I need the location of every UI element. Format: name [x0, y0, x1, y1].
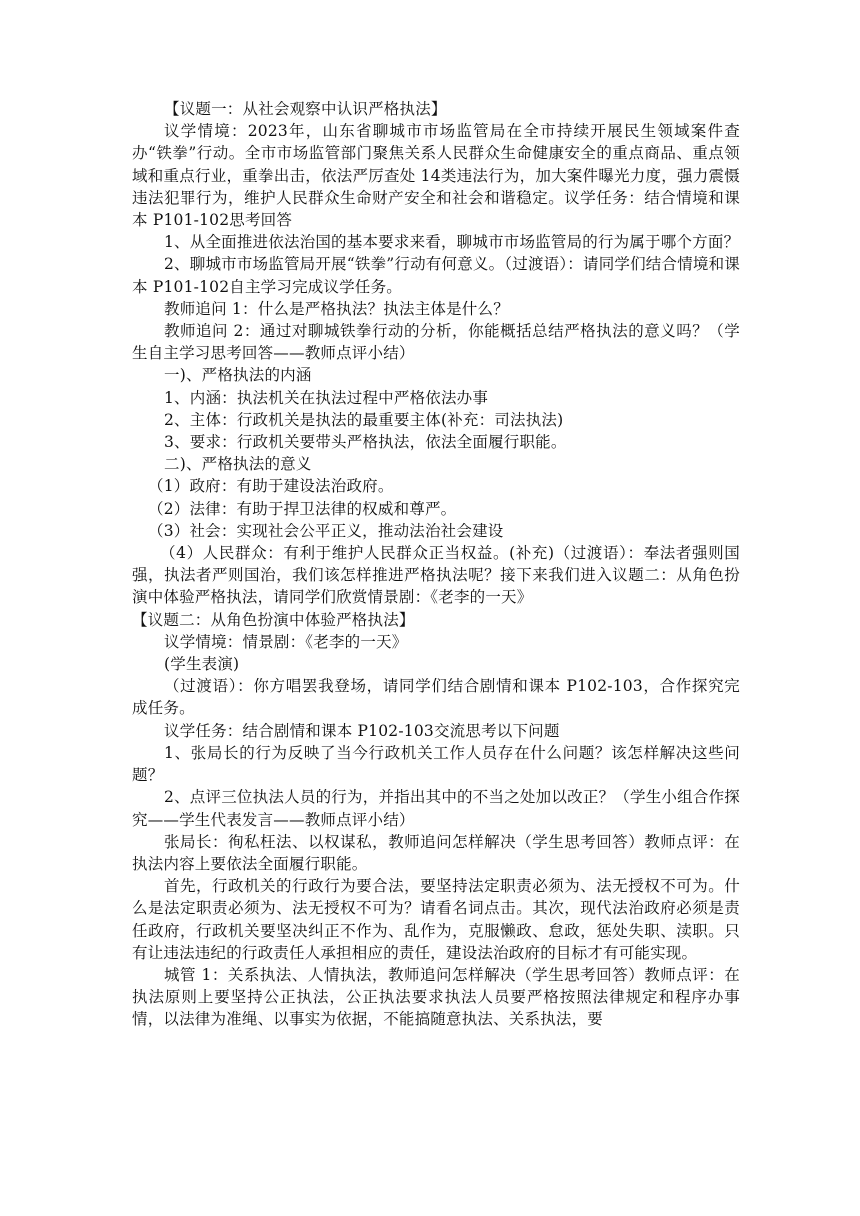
- topic-two-question-1: 1、张局长的行为反映了当今行政机关工作人员存在什么问题？该怎样解决这些问题？: [132, 743, 740, 785]
- task-question-2: 2、聊城市市场监管局开展“铁拳”行动有何意义。（过渡语）：请同学们结合情境和课本 P101-102自主学习完成议学任务。: [132, 255, 741, 296]
- topic-two-heading: 【议题二：从角色扮演中体验严格执法】: [132, 610, 415, 629]
- significance-item-3: （3）社会：实现社会公平正义，推动法治社会建设: [148, 521, 504, 540]
- connotation-item-1: 1、内涵：执法机关在执法过程中严格依法办事: [164, 388, 489, 407]
- topic-two-task: 议学任务：结合剧情和课本 P102-103交流思考以下问题: [164, 721, 560, 740]
- topic-two-question-2: 2、点评三位执法人员的行为，并指出其中的不当之处加以改正？（学生小组合作探究——学生代表发言——教师点评小结）: [132, 788, 740, 829]
- topic-one-heading: 【议题一：从社会观察中认识严格执法】: [164, 100, 447, 118]
- teacher-followup-1: 教师追问 1：什么是严格执法？执法主体是什么？: [164, 299, 509, 318]
- legal-government-paragraph: 首先，行政机关的行政行为要合法，要坚持法定职责必须为、法无授权不可为。什么是法定职责必须为、法无授权不可为？请看名词点击。其次，现代法治政府必须是责任政府，行政机关要坚决纠正不作为、乱作为，克服懒政、怠政，惩处失职、渎职。只有让违法违纪的行政责任人承担相应的责任，建设法治政府的目标才有可能实现。: [132, 877, 740, 962]
- section-heading-significance: 二)、严格执法的意义: [164, 455, 312, 474]
- task-question-1: 1、从全面推进依法治国的基本要求来看，聊城市市场监管局的行为属于哪个方面？: [164, 233, 740, 252]
- teacher-followup-2: 教师追问 2：通过对聊城铁拳行动的分析，你能概括总结严格执法的意义吗？（学生自主学习思考回答——教师点评小结）: [132, 322, 740, 363]
- connotation-item-2: 2、主体：行政机关是执法的最重要主体(补充：司法执法): [164, 410, 564, 429]
- topic-two-situation: 议学情境：情景剧：《老李的一天》: [164, 632, 408, 651]
- document-body: [132, 98, 740, 1031]
- urban-management-comment: 城管 1：关系执法、人情执法，教师追问怎样解决（学生思考回答）教师点评：在执法原则上要坚持公正执法，公正执法要求执法人员要严格按照法律规定和程序办事情，以法律为准绳、以事实为依据，不能搞随意执法、关系执法，要: [132, 965, 740, 1029]
- transition-text: （过渡语）：你方唱罢我登场，请同学们结合剧情和课本 P102-103，合作探究完成任务。: [132, 677, 740, 718]
- section-heading-connotation: 一)、严格执法的内涵: [164, 366, 312, 385]
- student-performance: (学生表演): [164, 655, 240, 674]
- topic-one-situation: 议学情境：2023年，山东省聊城市市场监管局在全市持续开展民生领域案件查办“铁拳”行动。全市市场监管部门聚焦关系人民群众生命健康安全的重点商品、重点领域和重点行业，重拳出击，依法严厉查处 14类违法行为，加大案件曝光力度，强力震慑违法犯罪行为，维护人民群众生命财产安全和社会和谐稳定。议学任务：结合情境和课本 P101-102思考回答: [132, 122, 740, 230]
- connotation-item-3: 3、要求：行政机关要带头严格执法，依法全面履行职能。: [164, 433, 567, 452]
- director-zhang-comment: 张局长：徇私枉法、以权谋私，教师追问怎样解决（学生思考回答）教师点评：在执法内容上要依法全面履行职能。: [132, 832, 740, 873]
- significance-item-1: （1）政府：有助于建设法治政府。: [148, 477, 394, 496]
- significance-item-4: （4）人民群众：有利于维护人民群众正当权益。(补充)（过渡语）：奉法者强则国强，执法者严则国治，我们该怎样推进严格执法呢？接下来我们进入议题二：从角色扮演中体验严格执法，请同学们欣赏情景剧：《老李的一天》: [132, 544, 740, 607]
- significance-item-2: （2）法律：有助于捍卫法律的权威和尊严。: [148, 499, 457, 518]
